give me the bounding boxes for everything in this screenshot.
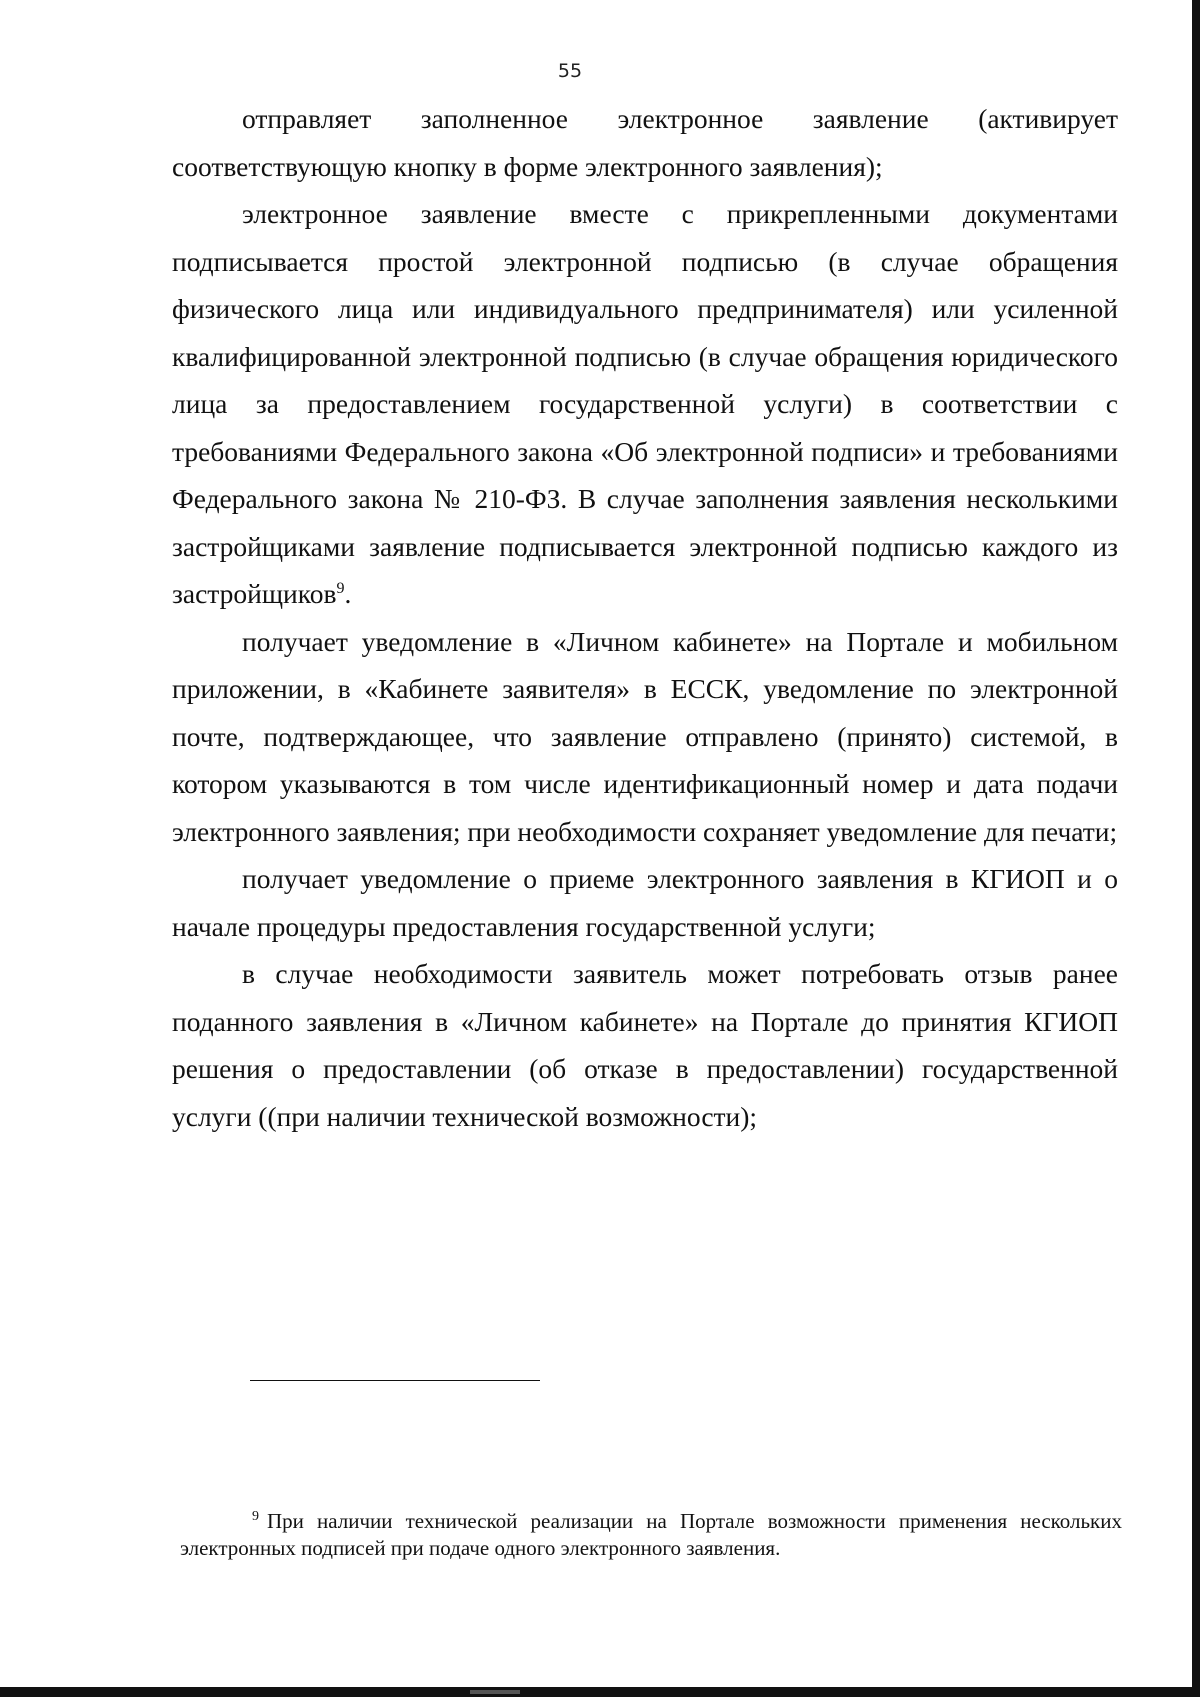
scan-edge-right <box>1192 0 1200 1697</box>
paragraph-notification: получает уведомление в «Личном кабинете» на Портале и мобильном приложении, в «Кабинете заявителя» в ЕССК, уведомление по электронной почте, подтверждающее, что заявление отправлено (принято) системой, в котором указываются в том числе идентификационный номер и дата подачи электронного заявления; при необходимости сохраняет уведомление для печати; <box>172 625 1118 847</box>
body-text <box>172 95 1118 1140</box>
paragraph-signature <box>172 190 1118 618</box>
footnote-body <box>180 1508 1122 1562</box>
footnote <box>180 1508 1122 1562</box>
page-number: 55 <box>557 60 583 82</box>
scan-edge-bottom <box>0 1687 1200 1697</box>
paragraph-signature-end: . <box>344 578 352 609</box>
paragraph-receipt: получает уведомление о приеме электронного заявления в КГИОП и о начале процедуры предоставления государственной услуги; <box>172 863 1118 942</box>
paragraph-send-application: отправляет заполненное электронное заявление (активирует соответствующую кнопку в форме электронного заявления); <box>172 103 1118 182</box>
scan-edge-mark <box>470 1690 520 1694</box>
paragraph-withdrawal: в случае необходимости заявитель может потребовать отзыв ранее поданного заявления в «Личном кабинете» на Портале до принятия КГИОП решения о предоставлении (об отказе в предоставлении) государственной услуги ((при наличии технической возможности); <box>172 958 1118 1132</box>
footnote-text: При наличии технической реализации на Портале возможности применения нескольких электронных подписей при подаче одного электронного заявления. <box>180 1509 1122 1560</box>
footnote-reference: 9 <box>336 579 345 597</box>
footnote-separator <box>250 1380 540 1381</box>
footnote-number: 9 <box>252 1509 259 1524</box>
paragraph-signature-text: электронное заявление вместе с прикрепленными документами подписывается простой электронной подписью (в случае обращения физического лица или индивидуального предпринимателя) или усиленной квалифицированной электронной подписью (в случае обращения юридического лица за предоставлением государственной услуги) в соответствии с требованиями Федерального закона «Об электронной подписи» и требованиями Федерального закона № 210-ФЗ. В случае заполнения заявления несколькими застройщиками заявление подписывается электронной подписью каждого из застройщиков <box>172 198 1118 609</box>
